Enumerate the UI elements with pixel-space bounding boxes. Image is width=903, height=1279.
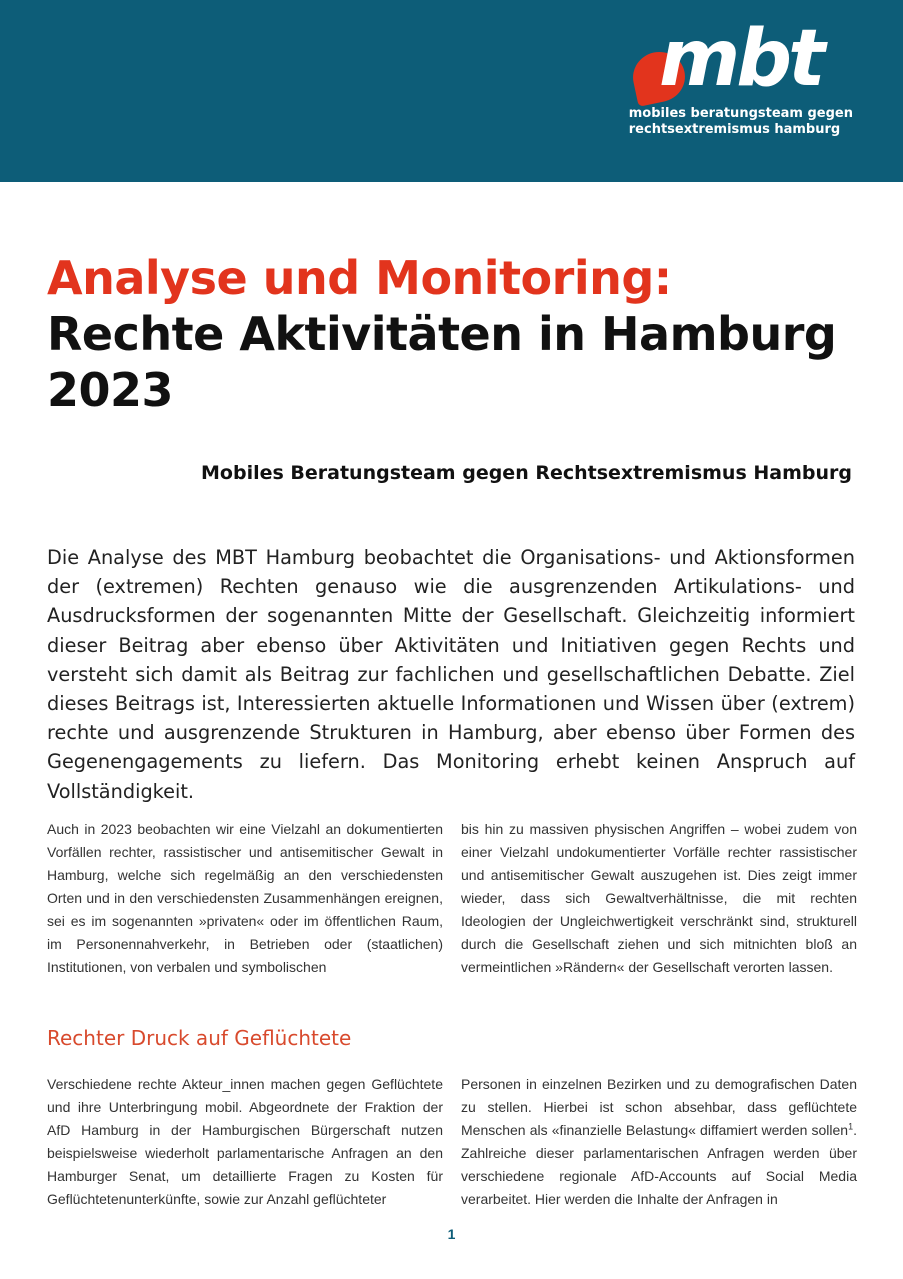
title-line-2: Rechte Aktivitäten in Hamburg <box>47 307 837 361</box>
section-column-right-text-1: Personen in einzelnen Bezirken und zu demografischen Daten zu stellen. Hierbei ist schon absehbar, dass geflüchtete Menschen als «finanzielle Belastung« diffamiert werden sollen <box>461 1076 857 1138</box>
page-number: 1 <box>447 1226 456 1242</box>
logo-tagline-line2: rechtsextremismus hamburg <box>628 122 841 137</box>
intro-column-left: Auch in 2023 beobachten wir eine Vielzahl an dokumentierten Vorfällen rechter, rassistischer und antisemitischer Gewalt in Hamburg, welche sich regelmäßig an den verschiedensten Orten und in den verschiedensten Zusammenhängen ereignen, sei es im sogenannten »privaten« oder im öffentlichen Raum, im Personennahverkehr, in Betrieben oder (staatlichen) Institutionen, von verbalen und symbolischen <box>47 821 443 975</box>
footnote-marker[interactable]: 1 <box>848 1121 854 1132</box>
author-line: Mobiles Beratungsteam gegen Rechtsextremismus Hamburg <box>201 462 852 484</box>
logo-tagline-line1: mobiles beratungsteam gegen <box>628 106 853 121</box>
logo-wordmark: mbt <box>659 14 822 104</box>
title-line-1: Analyse und Monitoring: <box>47 251 672 305</box>
section-column-left: Verschiedene rechte Akteur_innen machen gegen Geflüchtete und ihre Unterbringung mobil. Abgeordnete der Fraktion der AfD Hamburg in der Hamburgischen Bürgerschaft nutzen beispielsweise wiederholt parlamentarische Anfragen an den Hamburger Senat, um detaillierte Fragen zu Kosten für Geflüchtetenunterkünfte, sowie zur Anzahl geflüchteter <box>47 1076 443 1207</box>
intro-column-right: bis hin zu massiven physischen Angriffen – wobei zudem von einer Vielzahl undokumentierter Vorfälle rechter rassistischer und antisemitischer Gewalt auszugehen ist. Dies zeigt immer wieder, dass sich Gewaltverhältnisse, die mit rechten Ideologien der Ungleichwertigkeit verschränkt sind, strukturell durch die Gesellschaft ziehen und sich mitnichten bloß an vermeintlichen »Rändern« der Gesellschaft verorten lassen. <box>461 821 857 975</box>
logo-tagline <box>629 106 853 138</box>
mbt-logo <box>628 14 853 146</box>
header-band <box>0 0 903 182</box>
page-title <box>47 250 836 418</box>
lead-paragraph: Die Analyse des MBT Hamburg beobachtet die Organisations- und Aktionsformen der (extremen) Rechten genauso wie die ausgrenzenden Artikulations- und Ausdrucksformen der sogenannten Mitte der Gesellschaft. Gleichzeitig informiert dieser Beitrag aber ebenso über Aktivitäten und Initiativen gegen Rechts und versteht sich damit als Beitrag zur fachlichen und gesellschaftlichen Debatte. Ziel dieses Beitrags ist, Interessierten aktuelle Informationen und Wissen über (extrem) rechte und ausgrenzende Strukturen in Hamburg, aber ebenso über Formen des Gegenengagements zu liefern. Das Monitoring erhebt keinen Anspruch auf Vollständigkeit. <box>47 546 855 803</box>
section-column-right <box>461 1073 857 1211</box>
section-heading: Rechter Druck auf Geflüchtete <box>47 1026 352 1050</box>
title-line-3: 2023 <box>47 363 174 417</box>
section-column-right-text-2: . Zahlreiche dieser parlamentarischen Anfragen werden über verschiedene regionale AfD-Accounts auf Social Media verarbeitet. Hier werden die Inhalte der Anfragen in <box>461 1122 857 1207</box>
